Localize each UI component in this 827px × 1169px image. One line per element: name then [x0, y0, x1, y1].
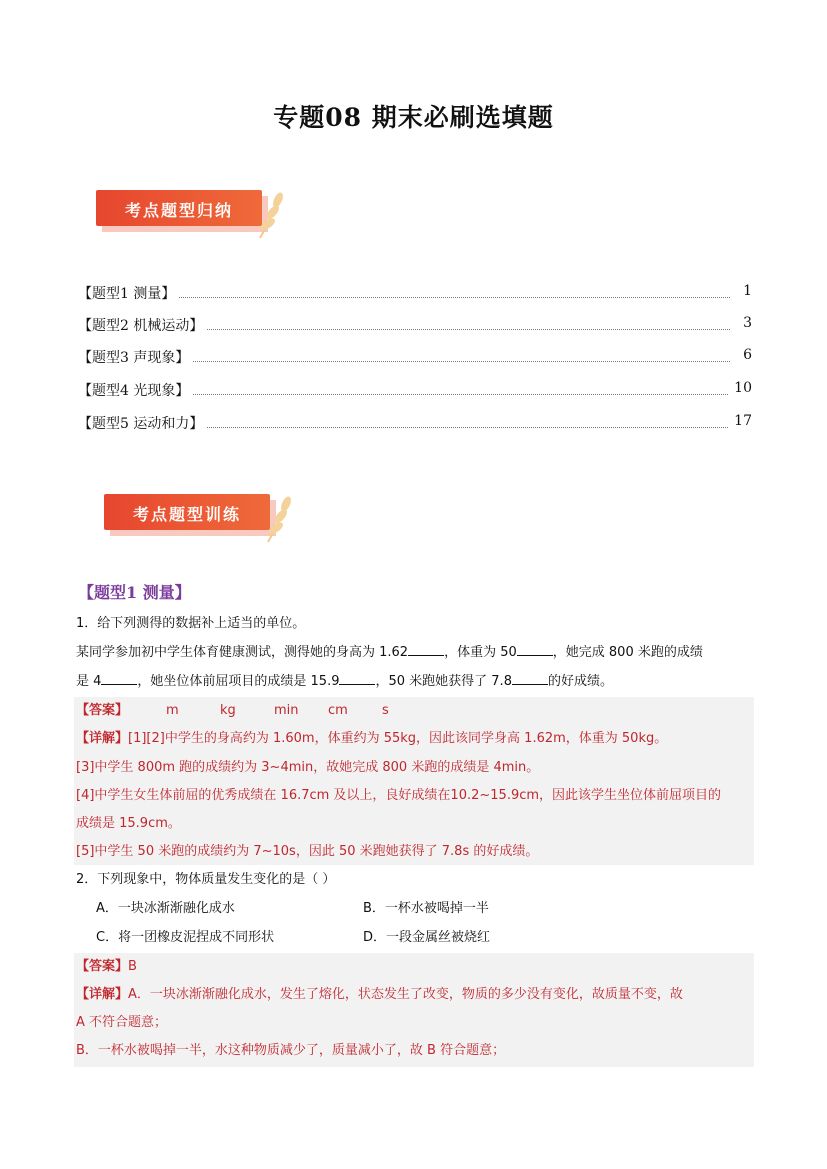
- page-title: 专题08 期末必刷选填题: [273, 103, 554, 132]
- detail-1-line-5: [5]中学生 50 米跑的成绩约为 7~10s，因此 50 米跑她获得了 7.8s 的好成绩。: [76, 844, 539, 859]
- question-1-stem: 1．给下列测得的数据补上适当的单位。: [76, 616, 306, 631]
- section-banner-summary: [96, 186, 296, 246]
- question-1-line-1: 某同学参加初中学生体育健康测试，测得她的身高为 1.62 ，体重为 50 ，她完成 800 米跑的成绩: [76, 645, 703, 660]
- answer-line-2: 【答案】B: [76, 959, 137, 974]
- toc-item-5[interactable]: 【题型5 运动和力】 17: [78, 413, 752, 432]
- toc-item-2[interactable]: 【题型2 机械运动】 3: [78, 315, 752, 334]
- detail-2-line-3: B．一杯水被喝掉一半，水这种物质减少了，质量减小了，故 B 符合题意；: [76, 1043, 506, 1058]
- option-a: A．一块冰渐渐融化成水: [96, 901, 235, 916]
- detail-1-line-3: [4]中学生女生体前屈的优秀成绩在 16.7cm 及以上，良好成绩在10.2~15.9cm，因此该学生坐位体前屈项目的: [76, 788, 722, 803]
- detail-2-line-1: 【详解】A．一块冰渐渐融化成水，发生了熔化，状态发生了改变，物质的多少没有变化，故质量不变，故: [76, 987, 683, 1002]
- toc-item-3[interactable]: 【题型3 声现象】 6: [78, 347, 752, 366]
- wheat-leaf-icon: [256, 186, 290, 242]
- wheat-leaf-icon: [264, 490, 298, 546]
- option-d: D．一段金属丝被烧红: [363, 930, 491, 945]
- option-c: C．将一团橡皮泥捏成不同形状: [96, 930, 275, 945]
- toc-item-4[interactable]: 【题型4 光现象】 10: [78, 380, 752, 399]
- detail-1-line-1: 【详解】[1][2]中学生的身高约为 1.60m，体重约为 55kg，因此该同学身高 1.62m，体重为 50kg。: [76, 731, 668, 746]
- option-b: B．一杯水被喝掉一半: [363, 901, 489, 916]
- detail-1-line-2: [3]中学生 800m 跑的成绩约为 3~4min，故她完成 800 米跑的成绩是 4min。: [76, 760, 540, 775]
- answer-line-1: 【答案】 m kg min cm s: [76, 703, 389, 718]
- toc-item-1[interactable]: 【题型1 测量】 1: [78, 283, 752, 302]
- banner-label: 考点题型归纳: [124, 201, 233, 220]
- question-2-stem: 2．下列现象中，物体质量发生变化的是（ ）: [76, 872, 336, 887]
- banner-label: 考点题型训练: [132, 505, 241, 524]
- question-1-line-2: 是 4 ，她坐位体前屈项目的成绩是 15.9 ，50 米跑她获得了 7.8 的好成绩。: [76, 674, 613, 689]
- detail-2-line-2: A 不符合题意；: [76, 1015, 168, 1030]
- detail-1-line-4: 成绩是 15.9cm。: [76, 816, 181, 831]
- section-banner-training: [104, 490, 304, 550]
- section-heading: 【题型1 测量】: [78, 583, 191, 602]
